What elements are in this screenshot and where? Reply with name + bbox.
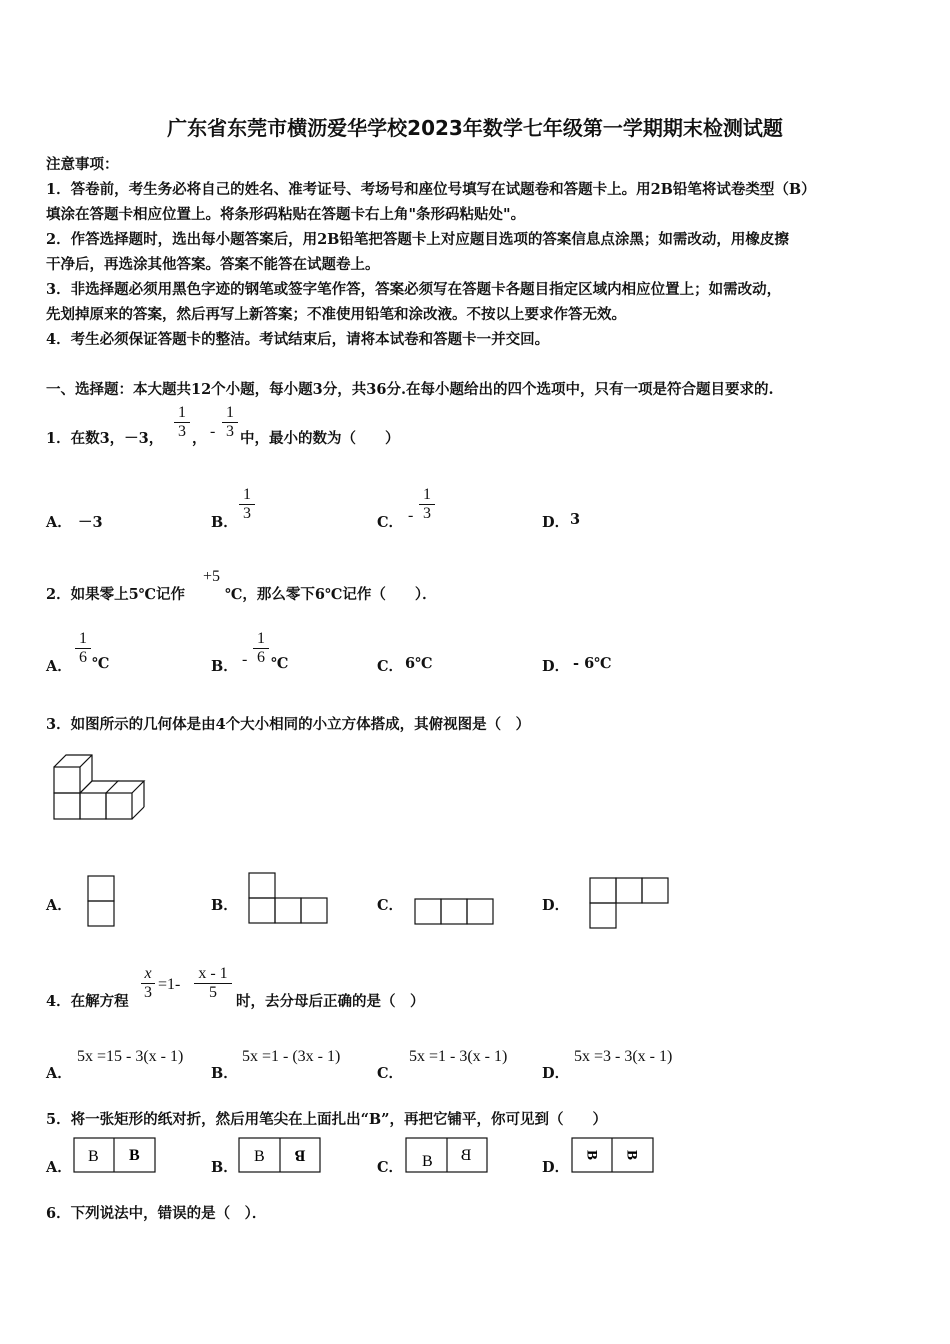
- notes-line-3: 2．作答选择题时，选出每小题答案后，用2B铅笔把答题卡上对应题目选项的答案信息点涂黑；如需改动，用橡皮擦: [46, 231, 789, 248]
- notes-line-1: 1．答卷前，考生务必将自己的姓名、准考证号、考场号和座位号填写在试题卷和答题卡上。用2B铅笔将试卷类型（B）: [46, 181, 816, 198]
- q6-stem: 6．下列说法中，错误的是（ ）．: [46, 1205, 267, 1222]
- q5-b-right-letter: B: [294, 1146, 306, 1164]
- q1-comma: ，: [192, 430, 207, 447]
- q1-stem-c: 中，最小的数为（ ）: [240, 430, 400, 447]
- q3-option-d-label: D．: [542, 897, 570, 914]
- q2-plus5: +5: [203, 568, 221, 585]
- q5-option-d-label: D．: [542, 1159, 570, 1176]
- q5-stem: 5．将一张矩形的纸对折，然后用笔尖在上面扎出“B”，再把它铺平，你可见到（ ）: [46, 1111, 608, 1128]
- q1-option-c-label: C．: [377, 514, 404, 531]
- q4-frac-2: x - 1 5: [194, 965, 232, 1002]
- q5-option-a-label: A．: [46, 1159, 72, 1176]
- notes-line-4: 干净后，再选涂其他答案。答案不能答在试题卷上。: [46, 256, 380, 273]
- page-title: 广东省东莞市横沥爱华学校2023年数学七年级第一学期期末检测试题: [167, 116, 783, 140]
- q5-c-right-letter: B: [460, 1147, 472, 1164]
- q1-frac-2: 1 3: [222, 404, 238, 441]
- q4-option-d-label: D．: [542, 1065, 570, 1082]
- q2-option-d: - 6℃: [573, 655, 612, 672]
- q2-option-b-deg: ℃: [271, 655, 289, 672]
- q1-option-d: 3: [570, 511, 581, 528]
- q2-stem-a: 2．如果零上5℃记作: [46, 586, 186, 603]
- q2-option-c: 6℃: [405, 655, 433, 672]
- section-1-heading: 一、选择题：本大题共12个小题，每小题3分，共36分.在每小题给出的四个选项中，只有一项是符合题目要求的.: [46, 381, 774, 398]
- q1-option-a-label: A．: [46, 514, 72, 531]
- q2-option-b-minus: -: [242, 651, 248, 668]
- q4-eq-mid: =1-: [158, 976, 181, 993]
- notes-line-2: 填涂在答题卡相应位置上。将条形码粘贴在答题卡右上角"条形码粘贴处"。: [46, 206, 526, 223]
- q4-option-d: 5x =3 - 3(x - 1): [574, 1048, 673, 1065]
- q3-option-b-label: B．: [211, 897, 238, 914]
- q4-option-b: 5x =1 - (3x - 1): [242, 1048, 341, 1065]
- q4-option-b-label: B．: [211, 1065, 238, 1082]
- q1-option-c-frac: 1 3: [419, 486, 435, 523]
- q4-option-a-label: A．: [46, 1065, 72, 1082]
- q4-stem-a: 4．在解方程: [46, 993, 129, 1010]
- q5-a-right-letter: B: [129, 1147, 140, 1164]
- q4-frac-1: x 3: [141, 965, 155, 1002]
- q2-option-c-label: C．: [377, 658, 404, 675]
- q5-d-right-letter: B: [623, 1149, 640, 1161]
- q5-b-left-letter: B: [254, 1148, 265, 1165]
- notes-line-7: 4．考生必须保证答题卡的整洁。考试结束后，请将本试卷和答题卡一并交回。: [46, 331, 550, 348]
- q1-option-b-frac: 1 3: [239, 486, 255, 523]
- q4-option-c: 5x =1 - 3(x - 1): [409, 1048, 508, 1065]
- q1-option-a: －3: [78, 514, 103, 531]
- q2-option-b-frac: 1 6: [253, 630, 269, 667]
- q4-stem-b: 时，去分母后正确的是（ ）: [236, 993, 425, 1010]
- q2-option-a-frac: 1 6: [75, 630, 91, 667]
- q2-option-a-deg: ℃: [92, 655, 110, 672]
- q3-stem: 3．如图所示的几何体是由4个大小相同的小立方体搭成，其俯视图是（ ）: [46, 716, 531, 733]
- q1-option-b-label: B．: [211, 514, 238, 531]
- q2-option-d-label: D．: [542, 658, 570, 675]
- notes-line-6: 先划掉原来的答案，然后再写上新答案；不准使用铅笔和涂改液。不按以上要求作答无效。: [46, 306, 626, 323]
- q4-option-c-label: C．: [377, 1065, 404, 1082]
- notes-line-5: 3．非选择题必须用黑色字迹的钢笔或签字笔作答，答案必须写在答题卡各题目指定区域内相应位置上；如需改动，: [46, 281, 782, 298]
- q1-stem-a: 1．在数3，－3，: [46, 430, 164, 447]
- q5-option-b-label: B．: [211, 1159, 238, 1176]
- q5-option-c-label: C．: [377, 1159, 404, 1176]
- q1-option-c-minus: -: [408, 507, 414, 524]
- q2-option-b-label: B．: [211, 658, 238, 675]
- q1-option-d-label: D．: [542, 514, 570, 531]
- q5-a-left-letter: B: [88, 1148, 99, 1165]
- q3-option-c-label: C．: [377, 897, 404, 914]
- q2-option-a-label: A．: [46, 658, 72, 675]
- q1-frac-1: 1 3: [174, 404, 190, 441]
- notes-heading: 注意事项：: [46, 156, 119, 173]
- q3-option-a-label: A．: [46, 897, 72, 914]
- q5-d-left-letter: B: [583, 1149, 600, 1161]
- q5-c-left-letter: B: [422, 1153, 433, 1170]
- q2-stem-b: ℃，那么零下6℃记作（ ）．: [225, 586, 437, 603]
- q1-minus: -: [210, 423, 216, 440]
- q4-option-a: 5x =15 - 3(x - 1): [77, 1048, 184, 1065]
